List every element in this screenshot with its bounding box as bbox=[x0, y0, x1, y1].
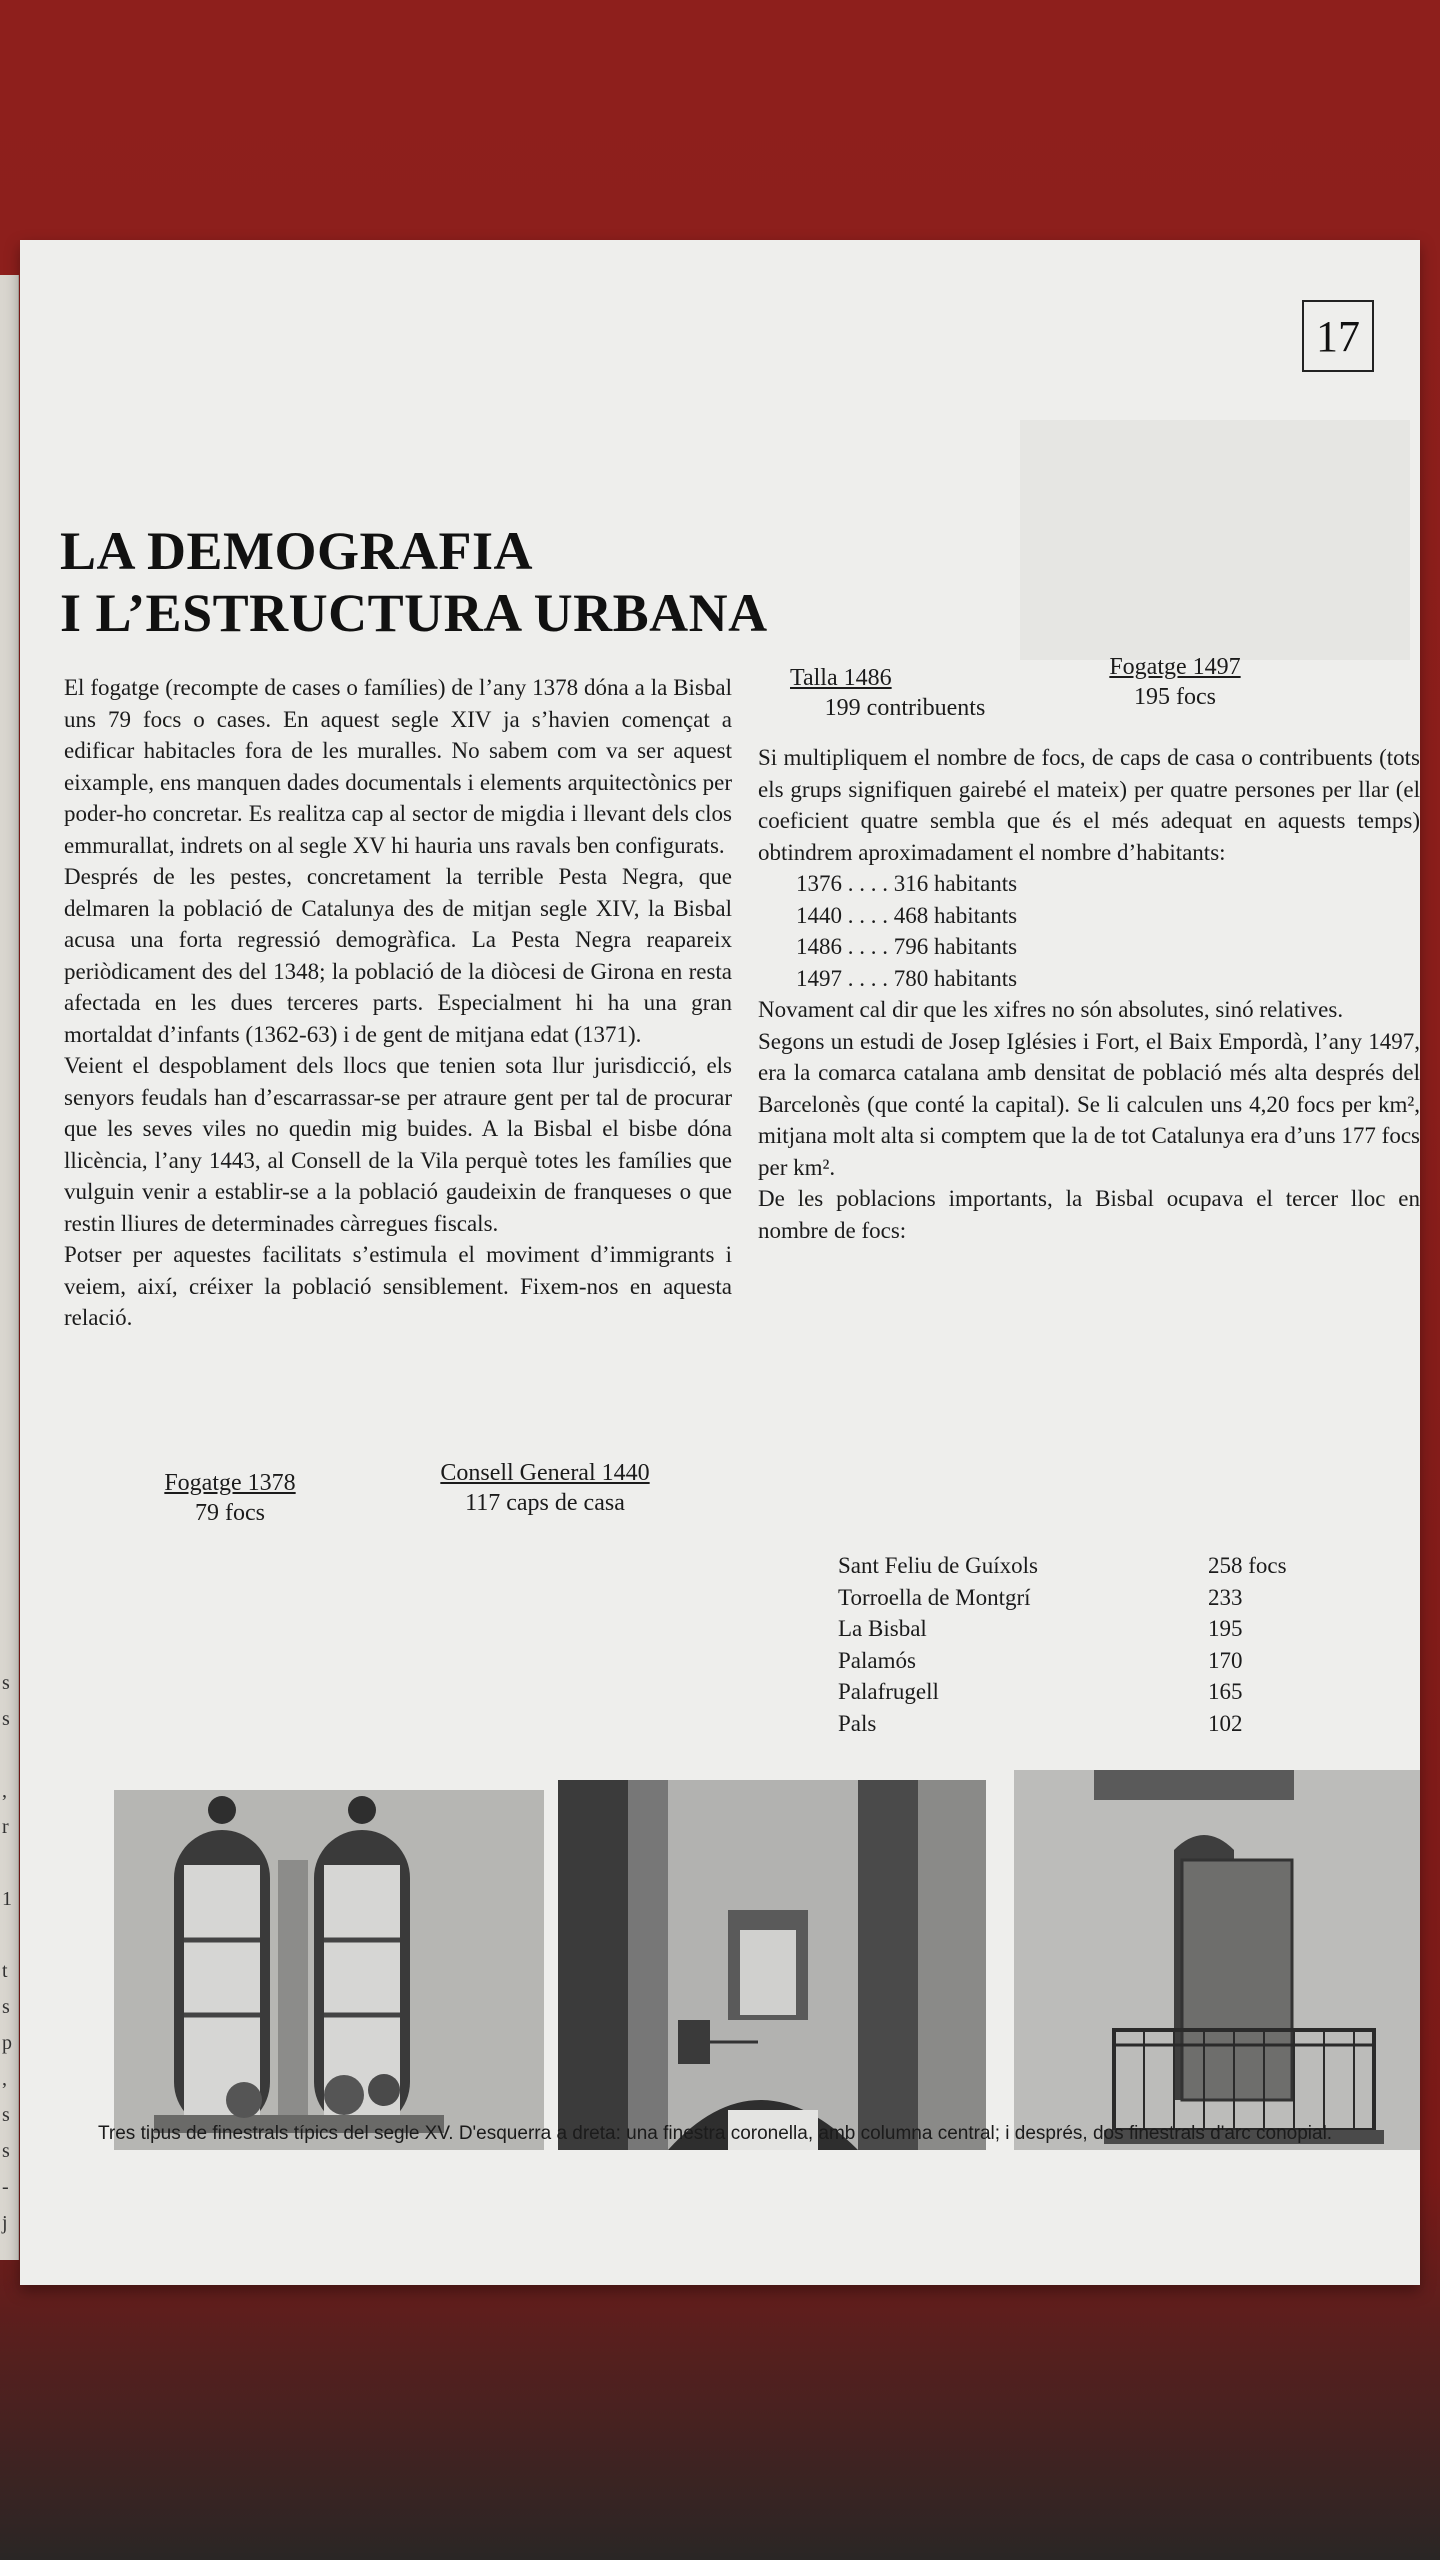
window-illustration-3 bbox=[1014, 1770, 1420, 2150]
title-line-2: I L’ESTRUCTURA URBANA bbox=[60, 583, 768, 643]
paragraph: Segons un estudi de Josep Iglésies i Fort, el Baix Empordà, l’any 1497, era la comarca catalana amb densitat de població més alta després del Barcelonès (que conté la capital). Se li calculen uns 4,20 focs per km², mitjana molt alta si comptem que la de tot Catalunya era d’uns 177 focs per km². bbox=[758, 1028, 1420, 1180]
town-value: 195 bbox=[1208, 1616, 1243, 1641]
paragraph: Novament cal dir que les xifres no són absolutes, sinó relatives. bbox=[758, 997, 1344, 1022]
town-name: Palafrugell bbox=[838, 1679, 939, 1704]
right-column bbox=[758, 742, 1420, 1246]
book-page bbox=[20, 240, 1420, 2285]
town-value: 165 bbox=[1208, 1679, 1243, 1704]
left-column bbox=[64, 672, 732, 1334]
page-number: 17 bbox=[1302, 300, 1374, 372]
list-item: 1497 . . . . 780 habitants bbox=[796, 965, 1018, 991]
page-title bbox=[60, 520, 768, 644]
paragraph: Veient el despoblament dels llocs que tenien sota llur jurisdicció, els senyors feudals han d’escarrassar-se per atraure gent per tal de procurar que les seves viles no quedin mig buides. A la Bisbal el bisbe dóna llicència, l’any 1443, al Consell de la Vila perquè totes les famílies que vulguin venir a establir-se a la població gaudeixin de franqueses o que restin lliures de determinades càrregues fiscals. bbox=[64, 1053, 732, 1236]
photo-strip bbox=[80, 1530, 1420, 1990]
paragraph: Potser per aquestes facilitats s’estimula el moviment d’immigrants i veiem, així, créixer la població sensiblement. Fixem-nos en aquesta relació. bbox=[64, 1242, 732, 1330]
town-name: Pals bbox=[838, 1710, 877, 1736]
census-heading: Consell General 1440 bbox=[440, 1460, 650, 1486]
town-name: La Bisbal bbox=[838, 1616, 927, 1641]
census-fogatge-1378 bbox=[130, 1468, 330, 1528]
paragraph: Després de les pestes, concretament la terrible Pesta Negra, que delmaren la població de Catalunya des de mitjan segle XIV, la Bisbal acusa una forta regressió demogràfica. La Pesta Negra reapareix periòdicament des del 1348; la població de la diòcesi de Girona en resta afectada en les dues terceres parts. Especialment hi ha una gran mortaldat d’infants (1362-63) i de gent de mitjana edat (1371). bbox=[64, 864, 732, 1047]
title-line-1: LA DEMOGRAFIA bbox=[60, 521, 534, 581]
town-name: Sant Feliu de Guíxols bbox=[838, 1553, 1038, 1578]
town-value: 233 bbox=[1208, 1584, 1243, 1610]
census-value: 199 contribuents bbox=[824, 695, 986, 721]
list-item: 1376 . . . . 316 habitants bbox=[796, 871, 1018, 896]
town-name: Torroella de Montgrí bbox=[838, 1584, 1031, 1610]
paragraph: De les poblacions importants, la Bisbal ocupava el tercer lloc en nombre de focs: bbox=[758, 1186, 1420, 1243]
town-value: 102 bbox=[1208, 1710, 1243, 1736]
census-heading: Fogatge 1497 bbox=[1109, 654, 1241, 680]
photo-caption: Tres tipus de finestrals típics del segle XV. D'esquerra a dreta: una finestra coronella, amb columna central; i després, dos finestrals d'arc conopial. bbox=[98, 2123, 1333, 2144]
window-illustration-2 bbox=[558, 1780, 986, 2150]
town-name: Palamós bbox=[838, 1647, 916, 1673]
faint-background-block bbox=[1020, 420, 1410, 660]
edge-letters: s s , r 1 t s p , s s - j bbox=[2, 1672, 12, 2234]
paragraph: El fogatge (recompte de cases o famílies) de l’any 1378 dóna a la Bisbal uns 79 focs o cases. En aquest segle XIV ja s’havien començat a edificar habitacles fora de les muralles. No sabem com va ser aquest eixample, ens manquen dades documentals i elements arquitectònics per poder-ho concretar. Es realitza cap al sector de migdia i llevant dels clos emmurallat, indrets on al segle XV hi hauria uns ravals ben configurats. bbox=[64, 675, 732, 858]
left-page-edge bbox=[0, 275, 19, 2260]
census-value: 79 focs bbox=[195, 1500, 265, 1526]
window-illustration-1 bbox=[114, 1790, 544, 2150]
census-fogatge-1497 bbox=[1070, 652, 1280, 712]
census-heading: Fogatge 1378 bbox=[164, 1470, 296, 1496]
population-list bbox=[796, 868, 1420, 994]
photo-balcony-window bbox=[1014, 1770, 1420, 2150]
photo-alley-lantern bbox=[558, 1780, 986, 2150]
town-value: 258 focs bbox=[1208, 1553, 1287, 1578]
town-value: 170 bbox=[1208, 1647, 1243, 1673]
photo-coronella-window bbox=[114, 1790, 544, 2150]
census-value: 195 focs bbox=[1134, 684, 1216, 710]
census-value: 117 caps de casa bbox=[465, 1490, 625, 1516]
list-item: 1486 . . . . 796 habitants bbox=[796, 934, 1018, 959]
list-item: 1440 . . . . 468 habitants bbox=[796, 902, 1018, 928]
paragraph: Si multipliquem el nombre de focs, de caps de casa o contribuents (tots els grups signifiquen gairebé el mateix) per quatre persones per llar (el coeficient quatre sembla que és el més adequat en aquests temps) obtindrem aproximadament el nombre d’habitants: bbox=[758, 745, 1420, 865]
census-talla-1486 bbox=[790, 663, 1020, 723]
census-heading: Talla 1486 bbox=[790, 665, 892, 691]
census-consell-1440 bbox=[400, 1458, 690, 1518]
